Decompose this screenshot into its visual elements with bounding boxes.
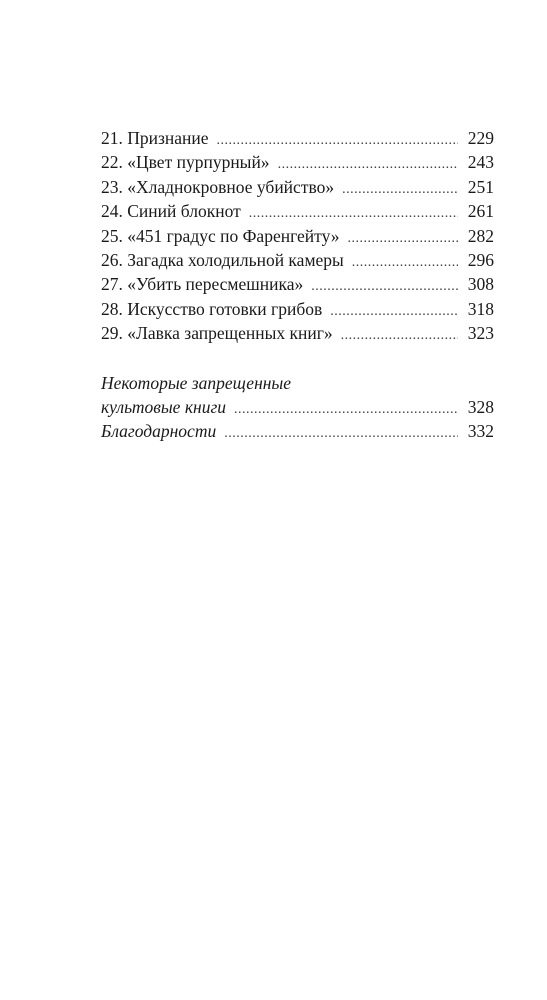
toc-entry[interactable]: [101, 126, 494, 150]
toc-entry-title: 28. Искусство готовки грибов: [101, 298, 323, 319]
toc-entry[interactable]: [101, 150, 494, 174]
dot-leader: [311, 275, 458, 299]
toc-entry-title: 26. Загадка холодильной камеры: [101, 249, 344, 270]
table-of-contents: [101, 126, 494, 444]
toc-entry-page: 332: [467, 421, 494, 442]
dot-leader: [342, 178, 458, 202]
toc-entry-page: 282: [467, 225, 494, 246]
dot-leader: [348, 227, 458, 251]
toc-entry[interactable]: [101, 224, 494, 248]
appendix-title-line: Некоторые запрещенные: [101, 372, 292, 393]
toc-entry-page: 296: [467, 249, 494, 270]
toc-entry-page: 308: [467, 274, 494, 295]
toc-entry-page: 323: [467, 323, 494, 344]
toc-entry[interactable]: [101, 175, 494, 199]
toc-entry-title: 21. Признание: [101, 128, 209, 148]
toc-entry-page: 251: [467, 176, 494, 197]
toc-entry-title: 23. «Хладнокровное убийство»: [101, 176, 335, 197]
toc-entry-title: 25. «451 градус по Фаренгейту»: [101, 225, 340, 246]
dot-leader: [224, 422, 458, 446]
toc-entry[interactable]: [101, 199, 494, 223]
toc-entry[interactable]: [101, 297, 494, 321]
toc-entry[interactable]: [101, 248, 494, 272]
toc-entry[interactable]: [101, 321, 494, 345]
toc-entry[interactable]: [101, 272, 494, 296]
toc-entry-page: 261: [467, 201, 494, 222]
toc-entry-page: 318: [467, 298, 494, 319]
toc-entry-title: 24. Синий блокнот: [101, 201, 241, 222]
appendix-entry-banned-books[interactable]: [101, 395, 494, 419]
dot-leader: [341, 324, 458, 348]
toc-entry-title: 27. «Убить пересмешника»: [101, 274, 304, 295]
toc-entry-title: Благодарности: [101, 421, 217, 442]
toc-entry-page: 243: [467, 152, 494, 173]
dot-leader: [234, 398, 458, 422]
dot-leader: [352, 251, 458, 275]
toc-entry-title: культовые книги: [101, 396, 227, 417]
toc-entry-title: 29. «Лавка запрещенных книг»: [101, 323, 333, 344]
toc-entry-page: 328: [467, 396, 494, 417]
dot-leader: [330, 300, 458, 324]
section-divider: [101, 346, 494, 371]
toc-entry-page: 229: [467, 128, 494, 148]
toc-entry-title: 22. «Цвет пурпурный»: [101, 152, 270, 173]
appendix-entry-acknowledgements[interactable]: [101, 419, 494, 443]
